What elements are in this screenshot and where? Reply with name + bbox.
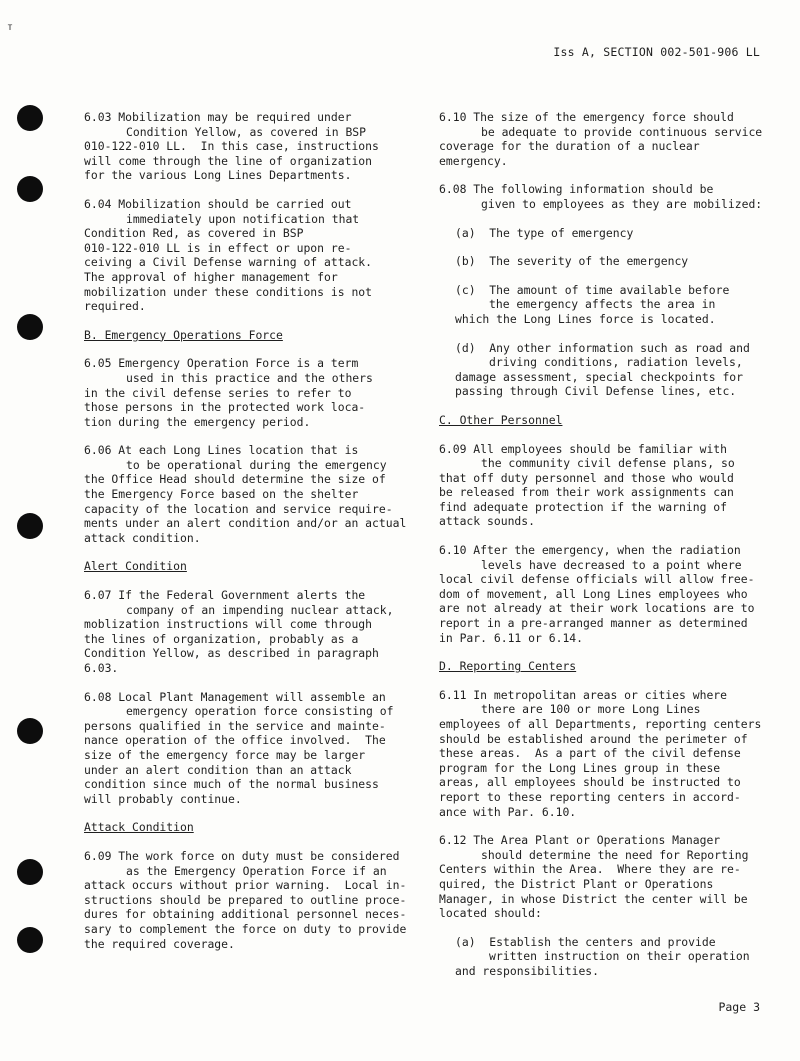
text-line: be released from their work assignments can: [439, 485, 734, 500]
text-line: those persons in the protected work loca-: [84, 400, 366, 415]
text-line: should determine the need for Reporting: [481, 847, 749, 862]
text-line: 6.04 Mobilization should be carried out: [84, 196, 352, 211]
text-line: tion during the emergency period.: [84, 414, 311, 429]
binder-hole: [17, 927, 43, 953]
text-line: are not already at their work locations are to: [439, 601, 755, 616]
text-line: the emergency affects the area in: [489, 297, 716, 312]
text-line: program for the Long Lines group in these: [439, 760, 721, 775]
paragraph: [439, 110, 774, 168]
section-heading: Attack Condition: [84, 820, 194, 835]
text-line: will come through the line of organization: [84, 153, 373, 168]
text-line: ance with Par. 6.10.: [439, 804, 577, 819]
left-column: [84, 110, 419, 965]
text-line: used in this practice and the others: [126, 370, 373, 385]
text-line: company of an impending nuclear attack,: [126, 602, 394, 617]
text-line: for the various Long Lines Departments.: [84, 168, 352, 183]
text-line: attack condition.: [84, 530, 201, 545]
list-item: [455, 254, 774, 269]
text-line: ceiving a Civil Defense warning of attack.: [84, 255, 373, 270]
binder-hole: [17, 314, 43, 340]
paragraph: [84, 443, 419, 545]
text-line: 6.10 After the emergency, when the radiation: [439, 543, 741, 558]
text-line: located should:: [439, 906, 542, 921]
paragraph: [439, 442, 774, 530]
paragraph: [84, 197, 419, 314]
paragraph: [439, 833, 774, 921]
paragraph: [84, 849, 419, 951]
section-heading: Alert Condition: [84, 559, 187, 574]
text-line: dures for obtaining additional personnel neces-: [84, 907, 407, 922]
text-line: required.: [84, 299, 146, 314]
text-line: 6.09 The work force on duty must be considered: [84, 848, 400, 863]
text-line: damage assessment, special checkpoints for: [455, 369, 744, 384]
text-line: the required coverage.: [84, 936, 235, 951]
text-line: be adequate to provide continuous service: [481, 124, 763, 139]
text-line: sary to complement the force on duty to provide: [84, 921, 407, 936]
section-heading: B. Emergency Operations Force: [84, 327, 283, 342]
text-line: attack occurs without prior warning. Local in-: [84, 878, 407, 893]
page-number: Page 3: [718, 1000, 760, 1014]
text-line: these areas. As a part of the civil defense: [439, 746, 741, 761]
text-line: quired, the District Plant or Operations: [439, 876, 714, 891]
paragraph: [84, 588, 419, 676]
text-line: 6.05 Emergency Operation Force is a term: [84, 356, 359, 371]
text-line: (b) The severity of the emergency: [455, 254, 689, 269]
text-line: and responsibilities.: [455, 963, 600, 978]
paragraph: [439, 688, 774, 819]
text-line: attack sounds.: [439, 514, 536, 529]
binder-hole: [17, 105, 43, 131]
text-line: nance operation of the office involved. The: [84, 733, 386, 748]
text-line: find adequate protection if the warning of: [439, 499, 728, 514]
paragraph: [439, 543, 774, 645]
text-line: 6.03 Mobilization may be required under: [84, 110, 352, 124]
text-line: employees of all Departments, reporting centers: [439, 717, 762, 731]
text-line: to be operational during the emergency: [126, 457, 387, 472]
text-line: 6.08 The following information should be: [439, 182, 714, 197]
text-line: will probably continue.: [84, 791, 242, 806]
text-line: Manager, in whose District the center will be: [439, 891, 748, 906]
text-line: that off duty personnel and those who would: [439, 470, 734, 485]
text-line: driving conditions, radiation levels,: [489, 355, 743, 370]
text-line: structions should be prepared to outline proce-: [84, 892, 407, 907]
text-line: in the civil defense series to refer to: [84, 385, 352, 400]
text-line: 010-122-010 LL is in effect or upon re-: [84, 240, 352, 255]
text-line: coverage for the duration of a nuclear: [439, 139, 700, 154]
text-line: The approval of higher management for: [84, 269, 338, 284]
section-heading: C. Other Personnel: [439, 412, 563, 427]
binder-hole: [17, 718, 43, 744]
binder-hole: [17, 513, 43, 539]
text-line: condition since much of the normal business: [84, 777, 379, 792]
text-line: capacity of the location and service require-: [84, 501, 393, 516]
text-line: (a) Establish the centers and provide: [455, 934, 716, 949]
text-line: Condition Yellow, as described in paragraph: [84, 646, 379, 661]
text-line: immediately upon notification that: [126, 211, 360, 226]
text-line: under an alert condition than an attack: [84, 762, 352, 777]
paragraph: [84, 110, 419, 183]
text-line: local civil defense officials will allow free-: [439, 572, 755, 587]
text-line: 6.11 In metropolitan areas or cities where: [439, 687, 728, 702]
section-header: Iss A, SECTION 002-501-906 LL: [553, 45, 760, 59]
text-line: (d) Any other information such as road and: [455, 340, 750, 355]
text-line: emergency operation force consisting of: [126, 704, 394, 719]
section-heading: D. Reporting Centers: [439, 659, 577, 674]
margin-mark: ᴛ: [7, 22, 14, 33]
text-line: report to these reporting centers in accord-: [439, 789, 741, 804]
text-line: 6.09 All employees should be familiar with: [439, 441, 728, 456]
text-line: given to employees as they are mobilized:: [481, 196, 763, 211]
text-line: (a) The type of emergency: [455, 225, 634, 240]
text-line: there are 100 or more Long Lines: [481, 702, 701, 717]
text-line: passing through Civil Defense lines, etc.: [455, 384, 737, 399]
text-line: 6.08 Local Plant Management will assemble an: [84, 689, 386, 704]
text-line: in Par. 6.11 or 6.14.: [439, 630, 584, 645]
text-line: report in a pre-arranged manner as determined: [439, 616, 748, 631]
text-line: 6.06 At each Long Lines location that is: [84, 443, 359, 458]
text-line: mobilization under these conditions is not: [84, 284, 373, 299]
text-line: persons qualified in the service and mainte-: [84, 718, 386, 733]
text-line: as the Emergency Operation Force if an: [126, 863, 387, 878]
paragraph: [439, 182, 774, 211]
list-item: [455, 283, 774, 327]
text-line: moblization instructions will come through: [84, 617, 373, 632]
text-line: 010-122-010 LL. In this case, instructions: [84, 139, 379, 154]
list-item: [455, 226, 774, 241]
list-item: [455, 935, 774, 979]
text-line: dom of movement, all Long Lines employees who: [439, 586, 748, 601]
text-line: Condition Red, as covered in BSP: [84, 226, 304, 241]
text-line: Condition Yellow, as covered in BSP: [126, 124, 367, 139]
text-line: which the Long Lines force is located.: [455, 311, 716, 326]
binder-hole: [17, 859, 43, 885]
text-line: size of the emergency force may be larger: [84, 747, 366, 762]
text-line: 6.10 The size of the emergency force should: [439, 110, 734, 124]
text-line: the lines of organization, probably as a: [84, 631, 359, 646]
text-line: 6.03.: [84, 661, 119, 675]
paragraph: [84, 690, 419, 807]
text-line: (c) The amount of time available before: [455, 282, 730, 297]
text-line: 6.07 If the Federal Government alerts the: [84, 588, 366, 603]
right-column: [439, 110, 774, 993]
text-line: should be established around the perimeter of: [439, 731, 748, 746]
text-line: the Office Head should determine the size of: [84, 472, 386, 487]
text-line: ments under an alert condition and/or an actual: [84, 516, 407, 531]
text-line: emergency.: [439, 153, 508, 168]
text-line: areas, all employees should be instructed to: [439, 775, 741, 790]
text-line: written instruction on their operation: [489, 949, 750, 964]
text-line: 6.12 The Area Plant or Operations Manager: [439, 833, 721, 848]
text-line: levels have decreased to a point where: [481, 557, 742, 572]
binder-hole: [17, 176, 43, 202]
list-item: [455, 341, 774, 399]
paragraph: [84, 356, 419, 429]
text-line: Centers within the Area. Where they are re-: [439, 862, 741, 877]
text-line: the Emergency Force based on the shelter: [84, 487, 359, 502]
text-line: the community civil defense plans, so: [481, 456, 735, 471]
